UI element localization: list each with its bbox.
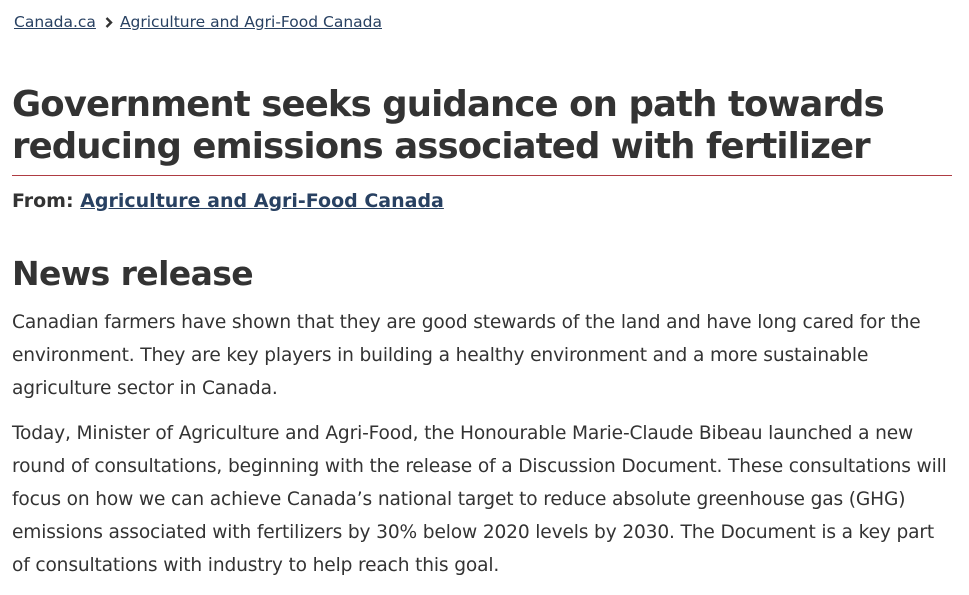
body-paragraph-2: Today, Minister of Agriculture and Agri-Food, the Honourable Marie-Claude Bibeau launched a new round of consultations, beginning with the release of a Discussion Document. These consultations will focus on how we can achieve Canada’s national target to reduce absolute greenhouse gas (GHG) emissions associated with fertilizers by 30% below 2020 levels by 2030. The Document is a key part of consultations with industry to help reach this goal. <box>12 423 947 576</box>
body-paragraph-1: Canadian farmers have shown that they are good stewards of the land and have long cared for the environment. They are key players in building a healthy environment and a more sustainable agriculture sector in Canada. <box>12 312 921 399</box>
section-heading: News release <box>12 254 254 293</box>
chevron-right-icon <box>104 11 117 33</box>
from-line <box>12 187 444 215</box>
page-title: Government seeks guidance on path towards reducing emissions associated with fertilizer <box>12 84 884 167</box>
breadcrumb-link-canada-ca[interactable]: Canada.ca <box>14 13 96 31</box>
breadcrumb <box>14 11 382 33</box>
from-label: From: <box>12 190 81 212</box>
title-divider <box>12 175 952 176</box>
from-department-link[interactable]: Agriculture and Agri-Food Canada <box>80 190 444 212</box>
breadcrumb-link-agriculture[interactable]: Agriculture and Agri-Food Canada <box>119 13 382 31</box>
